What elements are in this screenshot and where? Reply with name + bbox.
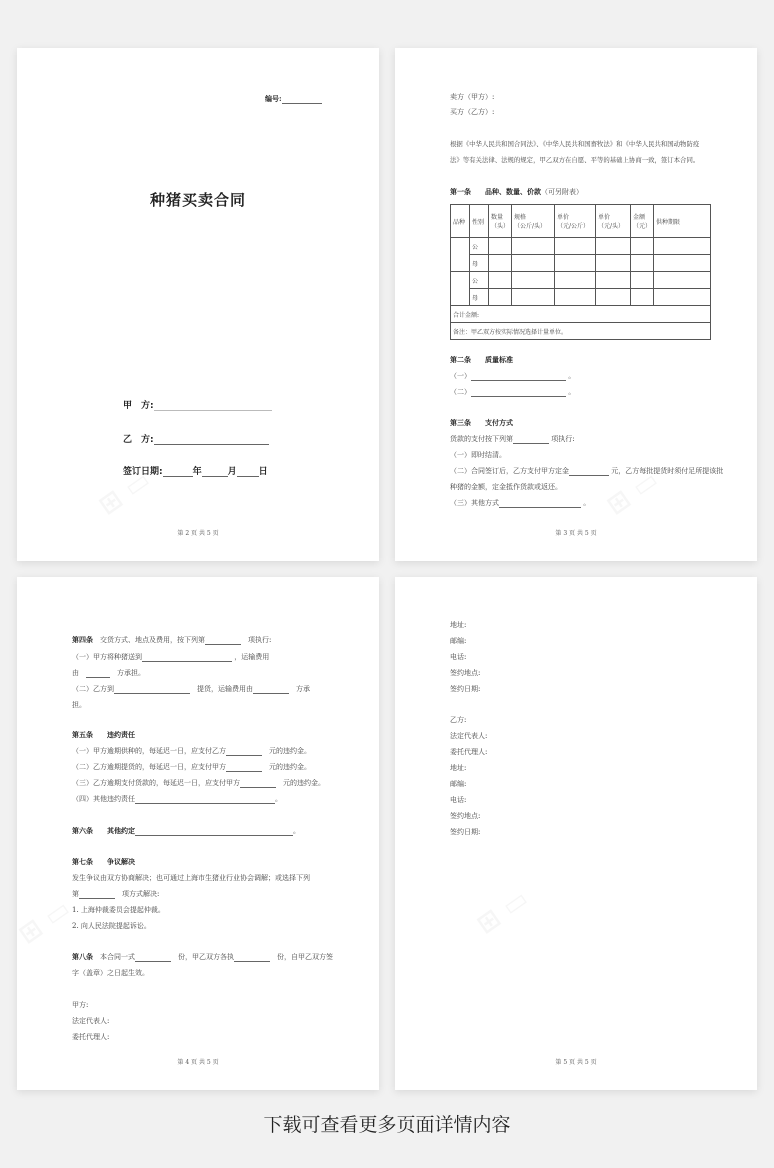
document-page-3 [395,48,757,561]
table-cell [596,272,631,289]
table-header-cell [555,205,596,238]
blank-line [135,795,275,804]
blank-line [142,653,232,662]
table-cell [631,238,654,255]
header-text: 单价 [557,214,570,221]
table-header-row [451,205,711,238]
party-a-phone: 电话: [450,653,467,661]
party-a-postcode: 邮编: [450,637,467,645]
table-cell [512,238,555,255]
payment-option-2-cont: 种猪的金额，定金抵作货款或返还。 [450,483,562,491]
table-cell: 公 [470,238,489,255]
day-label: 日 [258,467,268,477]
table-cell [512,289,555,306]
text: 交货方式、地点及费用，按下列第 [100,636,205,644]
article-label: 第四条 [72,635,93,644]
article-2-item-1: （一） 。 [450,372,576,380]
article-6-title: 第六条 其他约定 [72,826,135,835]
header-text: 数量 [491,214,504,221]
table-cell [555,272,596,289]
dispute-clause: 发生争议由双方协商解决；也可通过上海市生猪业行业协会调解；或选择下列 [72,874,310,882]
signature-agent: 委托代理人: [72,1033,110,1041]
delivery-option-1-cont [72,668,145,678]
text: 货款的支付按下列第 [450,435,513,443]
party-a-label: 甲 方: [123,401,154,411]
article-7-title: 第七条 争议解决 [72,857,135,866]
party-a-field [123,398,272,411]
variety-table [450,204,711,340]
intro-line-1: 根据《中华人民共和国合同法》、《中华人民共和国畜牧法》和《中华人民共和国动物防疫 [450,140,700,148]
text: 本合同一式 [100,953,135,961]
buyer-line: 买方（乙方）: [450,108,495,116]
table-row [451,289,711,306]
party-b-sign-place: 签约地点: [450,812,481,820]
text: （一）甲方将种猪送到 [72,653,142,661]
text: （二）乙方到 [72,685,114,693]
header-text: 供种期限 [656,218,681,226]
total-amount-cell: 合计金额: [451,306,711,323]
text: 项执行: [248,636,272,644]
table-cell [631,272,654,289]
table-cell [489,255,512,272]
table-cell [451,238,470,272]
table-cell [631,255,654,272]
article-2-title: 第二条 质量标准 [450,355,513,364]
table-header-cell [512,205,555,238]
seller-line: 卖方（甲方）: [450,93,495,101]
table-cell [596,255,631,272]
contract-title: 种猪买卖合同 [149,191,246,209]
table-cell [596,238,631,255]
party-b-legal-rep: 法定代表人: [450,732,488,740]
text: 元的违约金。 [269,763,311,771]
text: 提货，运输费用由 [197,685,253,693]
header-unit: （元/公斤） [557,223,590,230]
year-label: 年 [192,467,202,477]
text: 份，自甲乙双方签 [277,953,333,961]
header-text: 性别 [472,218,485,226]
download-caption: 下载可查看更多页面详情内容 [263,1114,511,1136]
month-blank [202,468,228,477]
article-8-cont: 字（盖章）之日起生效。 [72,969,149,977]
text: （四）其他违约责任 [72,795,135,803]
breach-item-2 [72,762,311,772]
header-text: 金额 [633,214,646,221]
watermark [471,884,534,940]
table-cell [555,255,596,272]
text: （一）甲方逾期供种的，每延迟一日，应支付乙方 [72,747,226,755]
dispute-clause-cont [72,889,159,899]
party-a-sign-place: 签约地点: [450,669,481,677]
header-text: 单价 [598,214,611,221]
delivery-option-1 [72,652,269,662]
document-page-5 [395,577,757,1090]
party-a-address: 地址: [450,621,467,629]
table-cell: 母 [470,255,489,272]
table-header-cell [470,205,489,238]
blank-line [226,747,262,756]
payment-option-1: （一）即时结清。 [450,451,506,459]
text: （三）其他方式 [450,499,499,507]
text: 由 [72,669,79,677]
day-blank [237,468,259,477]
party-b-label: 乙 方: [123,435,154,445]
party-b-blank [154,436,269,445]
delivery-option-2-cont: 担。 [72,701,86,709]
payment-option-3: （三）其他方式 。 [450,499,591,507]
table-cell: 母 [470,289,489,306]
table-cell: 公 [470,272,489,289]
blank-line [499,499,581,508]
header-unit: （元/头） [598,223,625,230]
header-unit: （头） [491,223,510,230]
article-8 [72,952,333,962]
table-cell [654,255,711,272]
blank-line [253,685,289,694]
blank-line [205,636,241,645]
party-b-field [123,432,269,445]
header-text: 品种 [453,218,466,226]
blank-line [513,435,549,444]
table-cell [654,238,711,255]
table-cell [451,272,470,306]
table-cell [596,289,631,306]
item-label: （一） [450,372,471,380]
contract-number-label: 编号: [265,94,282,103]
table-row [451,238,711,255]
delivery-option-2 [72,684,310,694]
page-footer: 第 5 页 共 5 页 [555,1059,597,1066]
party-a-sign-date: 签约日期: [450,685,481,693]
contract-number [265,94,322,104]
watermark [17,894,76,950]
text: （二）乙方逾期提货的，每延迟一日，应支付甲方 [72,763,226,771]
table-cell [631,289,654,306]
blank-line [569,467,609,476]
table-row [451,272,711,289]
article-1-note: （可另附表） [541,188,583,196]
party-b-sign-date: 签约日期: [450,828,481,836]
article-1-heading [450,187,583,197]
page-footer: 第 3 页 共 5 页 [555,530,597,537]
table-cell [555,289,596,306]
text: 方承担。 [117,669,145,677]
intro-line-2: 法》等有关法律、法规的规定，甲乙双方在自愿、平等的基础上协商一致，签订本合同。 [450,156,700,164]
table-header-cell [489,205,512,238]
dispute-option-1: 1. 上海仲裁委员会提起仲裁。 [72,906,165,914]
text: 方承 [296,685,310,693]
sign-date-label: 签订日期: [123,467,163,477]
party-b-label: 乙方: [450,716,467,724]
text: 份，甲乙双方各执 [178,953,234,961]
blank-line [79,890,115,899]
party-b-agent: 委托代理人: [450,748,488,756]
text: 第 [72,890,79,898]
table-cell [555,238,596,255]
article-2-item-2: （二） 。 [450,388,576,396]
table-header-cell [451,205,470,238]
text: 项执行: [551,435,575,443]
text: 元的违约金。 [283,779,325,787]
text: （二）合同签订后，乙方支付甲方定金 [450,467,569,475]
text: 元，乙方每批提货时须付足所提该批 [611,467,724,475]
breach-item-1 [72,746,311,756]
document-page-4 [17,577,379,1090]
month-label: 月 [227,467,237,477]
header-text: 规格 [514,214,527,221]
blank-line [114,685,190,694]
blank-line [135,953,171,962]
blank-line [135,827,293,836]
article-6: 第六条 其他约定 。 [72,826,300,835]
party-b-address: 地址: [450,764,467,772]
dispute-option-2: 2. 向人民法院提起诉讼。 [72,922,151,930]
article-label: 第八条 [72,952,93,961]
item-label: （二） [450,388,471,396]
signature-legal-rep: 法定代表人: [72,1017,110,1025]
breach-item-4: （四）其他违约责任 。 [72,795,282,803]
table-note-cell: 备注：甲乙双方按实际情况选择计量单位。 [451,323,711,340]
page-footer: 第 4 页 共 5 页 [177,1059,219,1066]
table-cell [654,272,711,289]
text: 元的违约金。 [269,747,311,755]
page-footer: 第 2 页 共 5 页 [177,530,219,537]
document-page-cover [17,48,379,561]
blank-line [471,372,566,381]
party-b-phone: 电话: [450,796,467,804]
blank-line [240,779,276,788]
party-b-postcode: 邮编: [450,780,467,788]
article-3-title: 第三条 支付方式 [450,418,513,427]
party-a-blank [154,402,272,411]
table-note-row [451,323,711,340]
payment-clause [450,434,575,444]
table-cell [489,238,512,255]
blank-line [234,953,270,962]
sign-date-field [123,464,268,477]
year-blank [163,468,193,477]
text: ，运输费用 [234,653,270,661]
contract-number-blank [282,95,322,104]
table-cell [489,289,512,306]
header-unit: （公斤/头） [514,223,547,230]
table-row [451,255,711,272]
table-header-cell [654,205,711,238]
table-header-cell [631,205,654,238]
article-5-title: 第五条 违约责任 [72,730,135,739]
blank-line [86,669,110,678]
table-cell [654,289,711,306]
table-header-cell [596,205,631,238]
table-cell [489,272,512,289]
text: （三）乙方逾期支付货款的，每延迟一日，应支付甲方 [72,779,240,787]
blank-line [471,388,566,397]
article-1-title: 第一条 品种、数量、价款 [450,187,541,196]
table-total-row [451,306,711,323]
blank-line [226,763,262,772]
signature-party-a: 甲方: [72,1001,89,1009]
payment-option-2 [450,466,723,476]
article-4-heading [72,635,271,645]
table-cell [512,272,555,289]
breach-item-3 [72,778,325,788]
text: 项方式解决: [122,890,160,898]
header-unit: （元） [633,223,652,230]
table-cell [512,255,555,272]
